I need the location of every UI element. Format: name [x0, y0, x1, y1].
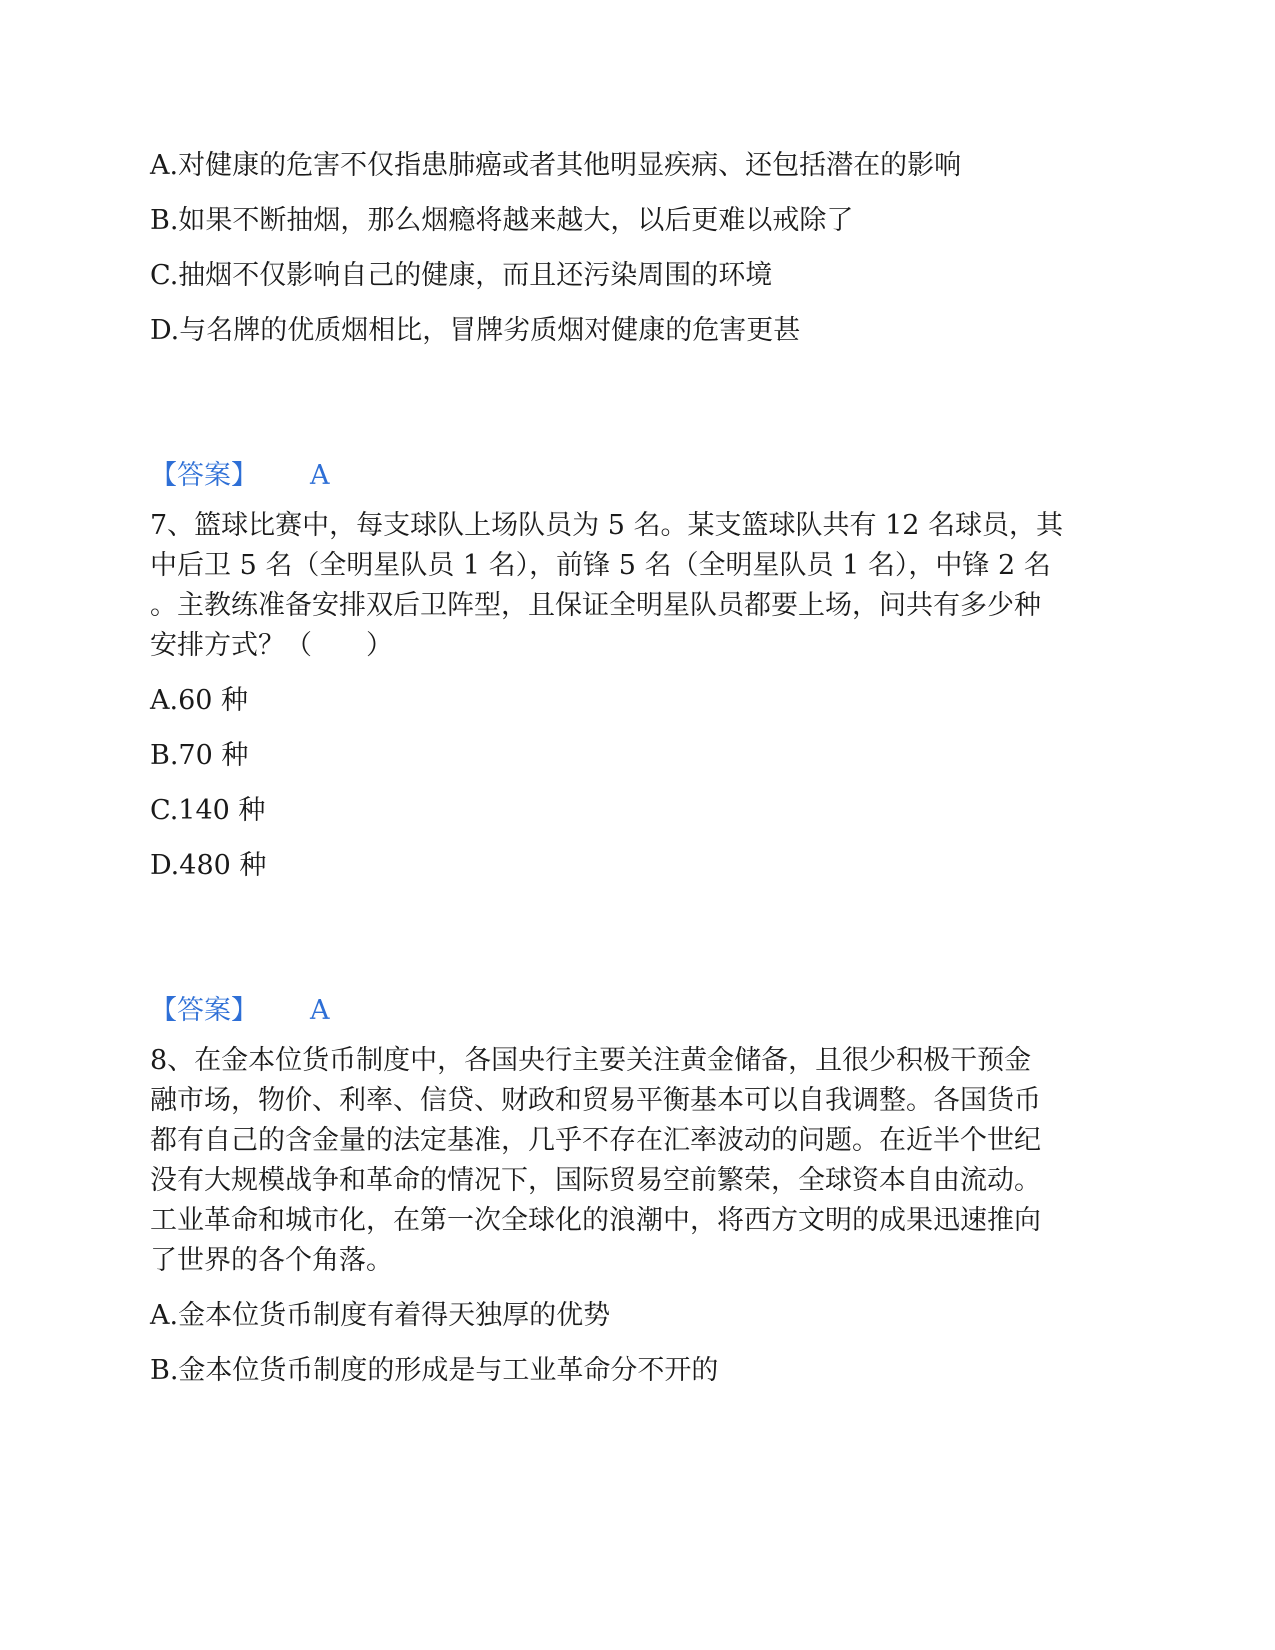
- q7-option-d: D.480 种: [150, 850, 267, 881]
- q6-option-a: A.对健康的危害不仅指患肺癌或者其他明显疾病、还包括潜在的影响: [150, 150, 962, 181]
- q7-stem-line-3: 。主教练准备安排双后卫阵型，且保证全明星队员都要上场，问共有多少种: [150, 590, 1041, 621]
- q7-stem-line-4: 安排方式？（ ）: [150, 630, 393, 661]
- q8-stem-line-6: 了世界的各个角落。: [150, 1245, 393, 1276]
- q7-stem-line-2: 中后卫 5 名（全明星队员 1 名），前锋 5 名（全明星队员 1 名），中锋 2 名: [150, 550, 1051, 581]
- q6-option-c: C.抽烟不仅影响自己的健康，而且还污染周围的环境: [150, 260, 773, 291]
- answer-value: A: [310, 995, 330, 1026]
- q8-stem-line-2: 融市场，物价、利率、信贷、财政和贸易平衡基本可以自我调整。各国货币: [150, 1085, 1041, 1116]
- q8-option-a: A.金本位货币制度有着得天独厚的优势: [150, 1300, 611, 1331]
- q7-answer: [150, 993, 330, 1029]
- q6-option-b: B.如果不断抽烟，那么烟瘾将越来越大，以后更难以戒除了: [150, 205, 854, 236]
- q8-stem-line-1: 8、在金本位货币制度中，各国央行主要关注黄金储备，且很少积极干预金: [150, 1045, 1032, 1076]
- q8-stem-line-3: 都有自己的含金量的法定基准，几乎不存在汇率波动的问题。在近半个世纪: [150, 1125, 1041, 1156]
- answer-label: 【答案】: [150, 995, 258, 1026]
- q7-option-b: B.70 种: [150, 740, 249, 771]
- q8-option-b: B.金本位货币制度的形成是与工业革命分不开的: [150, 1355, 719, 1386]
- q8-stem-line-5: 工业革命和城市化，在第一次全球化的浪潮中，将西方文明的成果迅速推向: [150, 1205, 1041, 1236]
- q7-option-a: A.60 种: [150, 685, 249, 716]
- q6-answer: [150, 458, 330, 494]
- q7-stem-line-1: 7、篮球比赛中，每支球队上场队员为 5 名。某支篮球队共有 12 名球员，其: [150, 510, 1064, 541]
- q6-option-d: D.与名牌的优质烟相比，冒牌劣质烟对健康的危害更甚: [150, 315, 801, 346]
- answer-value: A: [310, 460, 330, 491]
- q8-stem-line-4: 没有大规模战争和革命的情况下，国际贸易空前繁荣，全球资本自由流动。: [150, 1165, 1041, 1196]
- q7-option-c: C.140 种: [150, 795, 266, 826]
- answer-label: 【答案】: [150, 460, 258, 491]
